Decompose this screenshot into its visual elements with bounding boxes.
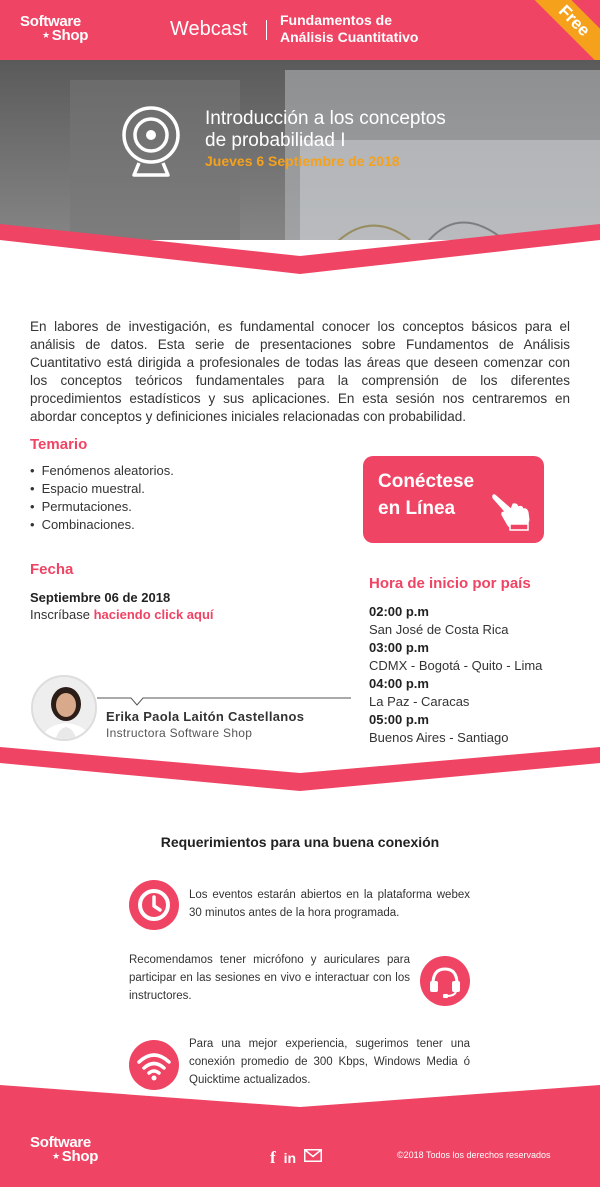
copyright-text: ©2018 Todos los derechos reservados [397,1150,551,1160]
webcam-icon [118,105,184,185]
footer-software-shop-logo[interactable] [30,1135,98,1164]
facebook-icon[interactable]: f [270,1148,276,1167]
software-shop-logo[interactable] [20,14,88,43]
free-badge: Free [525,0,600,60]
list-item: • Combinaciones. [30,516,174,534]
instructor-divider [97,697,351,709]
connect-button-label [378,468,474,522]
hero-ribbon [0,216,600,286]
connect-button-line1: Conéctese [378,471,475,492]
clock-icon [129,880,179,930]
start-time: 04:00 p.m [369,676,429,691]
social-links [270,1148,322,1168]
instructor-avatar [31,675,97,741]
requirements-heading: Requerimientos para una buena conexión [160,834,440,850]
start-time-places: CDMX - Bogotá - Quito - Lima [369,658,543,673]
register-link[interactable]: haciendo click aquí [93,607,214,622]
header [0,0,600,60]
intro-paragraph: En labores de investigación, es fundamental conocer los conceptos básicos para el análisis de datos. Esta serie de presentaciones sobre Fundamentos de Análisis Cuantitativo está dirigida a profesionales de todas las áreas que deseen comenzar con los conceptos teóricos fundamentales para la comprensión de los diferentes procedimientos estadísticos y sus aplicaciones. En esta sesión nos centraremos en abordar conceptos y definiciones iniciales relacionadas con probabilidad. [30,319,570,424]
instructor-role: Instructora Software Shop [106,726,253,740]
requirement-text: Los eventos estarán abiertos en la plataforma webex 30 minutos antes de la hora programada. [189,889,470,919]
email-icon[interactable] [304,1149,322,1167]
footer-logo-line2: ★ Shop [52,1148,99,1165]
start-time: 03:00 p.m [369,640,429,655]
list-item: • Fenómenos aleatorios. [30,462,174,480]
register-line [30,607,214,622]
register-prefix: Inscríbase [30,607,90,622]
logo-line1: Software [20,13,81,30]
headset-icon [420,956,470,1006]
fecha-date: Septiembre 06 de 2018 [30,590,171,605]
connect-online-button[interactable] [363,456,544,543]
temario-heading: Temario [30,436,88,453]
hero-banner [0,60,600,240]
webcast-title [205,108,446,152]
logo-line2: ★ Shop [42,27,89,44]
footer-logo-line1: Software [30,1134,91,1151]
linkedin-icon[interactable]: in [283,1150,297,1166]
footer-ribbon [0,1085,600,1111]
requirement-text: Recomendamos tener micrófono y auriculares para participar en las sesiones en vivo e interactuar con los instructores. [129,954,410,1002]
start-time-list [369,603,542,747]
fecha-heading: Fecha [30,561,74,578]
temario-list [30,462,174,534]
webcast-title-line2: de probabilidad I [205,130,346,151]
start-time-places: La Paz - Caracas [369,694,470,709]
webcast-date: Jueves 6 Septiembre de 2018 [205,153,400,169]
course-title-line1: Fundamentos de [280,12,393,28]
start-time-heading: Hora de inicio por país [369,575,531,592]
course-title-line2: Análisis Cuantitativo [280,29,419,45]
webcast-title-line1: Introducción a los conceptos [205,108,446,129]
wifi-icon [129,1040,179,1090]
start-time-places: San José de Costa Rica [369,622,509,637]
instructor-name: Erika Paola Laitón Castellanos [106,709,305,724]
list-item: • Permutaciones. [30,498,174,516]
list-item: • Espacio muestral. [30,480,174,498]
section-ribbon [0,745,600,795]
start-time: 05:00 p.m [369,712,429,727]
course-title [280,12,418,46]
header-divider [266,20,267,40]
start-time-places: Buenos Aires - Santiago [369,730,509,745]
footer [0,1110,600,1187]
pointing-hand-icon [491,492,533,532]
instructor-photo [33,677,97,741]
requirement-text: Para una mejor experiencia, sugerimos tener una conexión promedio de 300 Kbps, Windows Media ó Quicktime actualizados. [189,1038,470,1086]
webcast-label: Webcast [170,18,248,40]
start-time: 02:00 p.m [369,604,429,619]
connect-button-line2: en Línea [378,498,456,519]
